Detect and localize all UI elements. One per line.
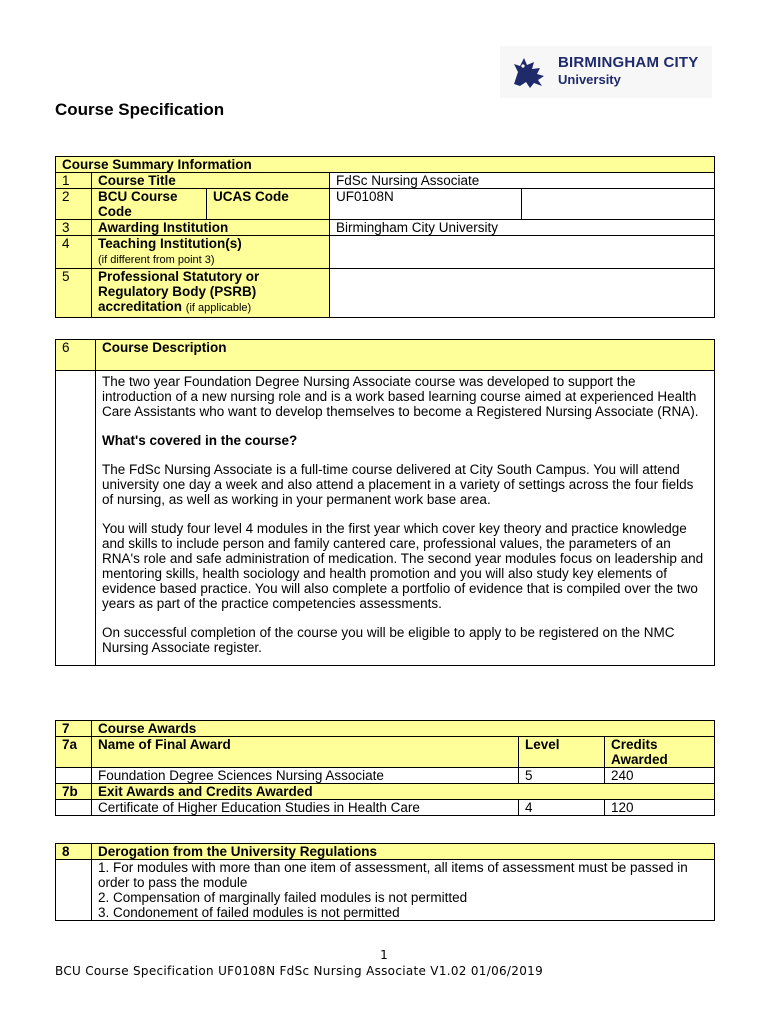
field-note: (if applicable) <box>185 302 252 314</box>
table-row <box>56 768 715 784</box>
field-value <box>330 236 715 269</box>
course-awards-table <box>55 720 715 816</box>
description-paragraph: You will study four level 4 modules in the first year which cover key theory and practice knowledge and skills to include person and family cantered care, professional values, the parameters of an RNA's role and safe administration of medication. The second year modules focus on leadership and mentoring skills, health sociology and health promotion and you will also study key elements of evidence based practice. You will also complete a portfolio of evidence that is compiled over the two years as part of the practice competencies assessments. <box>102 521 704 611</box>
field-label: UCAS Code <box>207 189 330 220</box>
description-paragraph: On successful completion of the course you will be eligible to apply to be registered on the NMC Nursing Associate register. <box>102 625 675 655</box>
description-body <box>96 371 715 666</box>
empty-cell <box>56 800 92 816</box>
empty-cell <box>56 860 92 921</box>
field-label: Professional Statutory or Regulatory Body (PSRB) accreditation <box>98 269 260 314</box>
row-number: 7a <box>56 737 92 768</box>
table-row <box>56 220 715 236</box>
award-name: Foundation Degree Sciences Nursing Associate <box>92 768 519 784</box>
award-credits: 240 <box>605 768 715 784</box>
field-value: Birmingham City University <box>330 220 715 236</box>
field-value <box>330 269 715 318</box>
row-number: 6 <box>56 340 96 371</box>
description-subheading: What's covered in the course? <box>102 433 298 448</box>
section-heading: Course Awards <box>92 721 715 737</box>
table-row <box>56 800 715 816</box>
logo-wordmark-line2: University <box>558 72 621 87</box>
field-value: UF0108N <box>330 189 522 220</box>
course-summary-table <box>55 156 715 318</box>
row-number: 1 <box>56 173 92 189</box>
field-label: Teaching Institution(s) <box>98 236 242 251</box>
section-heading: Course Description <box>96 340 715 371</box>
course-description-table <box>55 339 715 666</box>
row-number: 2 <box>56 189 92 220</box>
column-header: Credits Awarded <box>605 737 715 768</box>
field-label: Course Title <box>92 173 330 189</box>
field-value <box>522 189 715 220</box>
section-heading: Derogation from the University Regulations <box>92 844 715 860</box>
page-number: 1 <box>380 948 388 962</box>
description-paragraph: The FdSc Nursing Associate is a full-time course delivered at City South Campus. You will attend university one day a week and also attend a placement in a variety of settings across the four fields of nursing, as well as working in your permanent work base area. <box>102 462 694 507</box>
award-level: 5 <box>519 768 605 784</box>
griffin-crest-icon <box>510 54 550 90</box>
list-item: 1. For modules with more than one item of assessment, all items of assessment must be passed in order to pass the module <box>98 860 688 890</box>
award-name: Certificate of Higher Education Studies in Health Care <box>92 800 519 816</box>
column-header: Level <box>519 737 605 768</box>
table-row <box>56 236 715 269</box>
field-label: Awarding Institution <box>92 220 330 236</box>
field-note: (if different from point 3) <box>98 254 215 266</box>
field-label: BCU Course Code <box>92 189 207 220</box>
table-row <box>56 189 715 220</box>
row-number: 8 <box>56 844 92 860</box>
table-row <box>56 269 715 318</box>
university-logo <box>500 46 712 98</box>
row-number: 7 <box>56 721 92 737</box>
section-heading: Course Summary Information <box>56 157 715 173</box>
field-label-cell <box>92 236 330 269</box>
column-header: Name of Final Award <box>92 737 519 768</box>
award-credits: 120 <box>605 800 715 816</box>
field-value: FdSc Nursing Associate <box>330 173 715 189</box>
field-label-cell <box>92 269 330 318</box>
row-number: 7b <box>56 784 92 800</box>
empty-cell <box>56 768 92 784</box>
page-title: Course Specification <box>55 100 225 119</box>
derogation-list <box>92 860 715 921</box>
section-heading: Exit Awards and Credits Awarded <box>92 784 715 800</box>
derogation-table <box>55 843 715 921</box>
empty-cell <box>56 371 96 666</box>
row-number: 3 <box>56 220 92 236</box>
table-row <box>56 173 715 189</box>
list-item: 3. Condonement of failed modules is not permitted <box>98 905 400 920</box>
row-number: 4 <box>56 236 92 269</box>
row-number: 5 <box>56 269 92 318</box>
logo-wordmark-line1: BIRMINGHAM CITY <box>558 54 699 71</box>
list-item: 2. Compensation of marginally failed modules is not permitted <box>98 890 468 905</box>
award-level: 4 <box>519 800 605 816</box>
description-paragraph: The two year Foundation Degree Nursing Associate course was developed to support the introduction of a new nursing role and is a work based learning course aimed at experienced Health Care Assistants who want to develop themselves to become a Registered Nursing Associate (RNA). <box>102 374 699 419</box>
footer-text: BCU Course Specification UF0108N FdSc Nursing Associate V1.02 01/06/2019 <box>55 964 544 978</box>
